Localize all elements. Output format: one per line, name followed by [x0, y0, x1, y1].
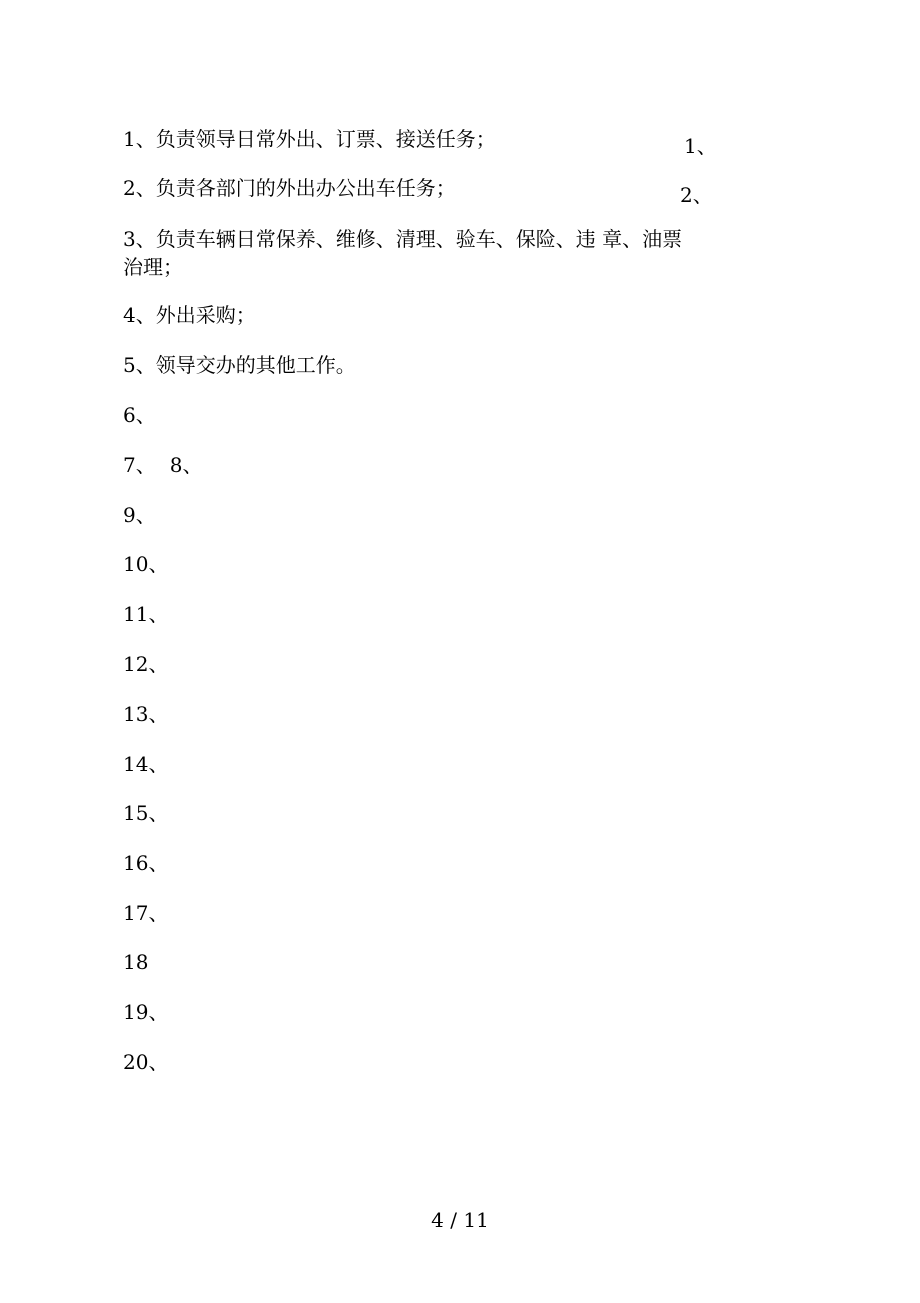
list-item: 11、 — [123, 602, 169, 626]
list-item: 7、 — [123, 453, 156, 477]
side-number: 2、 — [680, 183, 713, 207]
list-item: 4、外出采购； — [123, 303, 256, 327]
list-item: 14、 — [123, 752, 169, 776]
list-item: 5、领导交办的其他工作。 — [123, 353, 356, 377]
list-item: 13、 — [123, 702, 169, 726]
page-number: 4 / 11 — [431, 1208, 489, 1232]
list-item: 8、 — [169, 453, 203, 477]
list-item: 15、 — [123, 801, 169, 825]
list-item: 18 — [123, 950, 149, 974]
list-item: 3、负责车辆日常保养、维修、清理、验车、保险、违 章、油票治理； — [123, 227, 683, 279]
list-item: 19、 — [123, 1000, 169, 1024]
list-item: 17、 — [123, 901, 169, 925]
list-item: 10、 — [123, 552, 169, 576]
list-item: 9、 — [123, 503, 156, 527]
list-item: 2、负责各部门的外出办公出车任务； — [123, 176, 456, 200]
list-item: 6、 — [123, 403, 156, 427]
side-number: 1、 — [684, 134, 717, 158]
list-item: 1、负责领导日常外出、订票、接送任务； — [123, 127, 496, 151]
list-item: 16、 — [123, 851, 169, 875]
list-item: 20、 — [123, 1050, 169, 1074]
list-item-pair — [123, 451, 202, 479]
list-item: 12、 — [123, 652, 169, 676]
